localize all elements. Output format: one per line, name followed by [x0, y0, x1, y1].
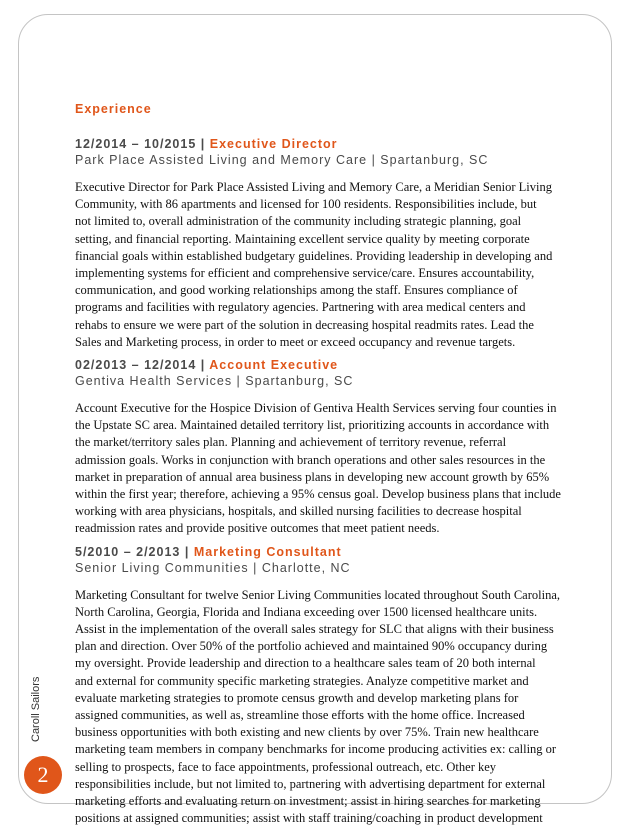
- resume-content: [75, 102, 565, 834]
- job-dates: 02/2013 – 12/2014: [75, 358, 197, 373]
- author-name-vertical: Caroll Sailors: [30, 676, 42, 742]
- description-line: market in preparation of annual area business plans in developing new account growth by 65%: [75, 469, 550, 484]
- description-line: business opportunities with both existing and new clients by over 75%. Train new healthcare: [75, 725, 539, 740]
- description-line: admission goals. Works in conjunction with branch operations and other sales resources in the: [75, 452, 546, 467]
- description-line: rehabs to ensure we were part of the solution in decreasing hospital readmits rates. Lead the: [75, 317, 534, 332]
- job-title-line: [75, 544, 565, 560]
- job-description: [75, 179, 565, 351]
- description-line: Executive Director for Park Place Assisted Living and Memory Care, a Meridian Senior Living: [75, 180, 552, 194]
- description-line: and external for community specific marketing strategies. Analyze competitive market and: [75, 673, 529, 688]
- description-line: the market/territory sales plan. Planning and achievement of territory revenue, referral: [75, 435, 507, 450]
- description-line: my oversight. Provide leadership and direction to a healthcare sales team of 20 both internal: [75, 656, 536, 671]
- title-separator: |: [200, 137, 206, 151]
- job-title-line: [75, 136, 565, 152]
- job-role: Marketing Consultant: [193, 544, 342, 559]
- section-heading-experience: Experience: [75, 102, 152, 116]
- description-line: not limited to, overall administration of the community including strategic planning, goal: [75, 214, 522, 229]
- job-role: Executive Director: [209, 137, 338, 151]
- description-line: assigned communities, as well as, streamline those efforts with the home office. Increased: [75, 708, 525, 723]
- description-line: Community, with 86 apartments and licensed for 100 residents. Responsibilities include, but: [75, 197, 537, 212]
- description-line: marketing efforts and evaluating return on investment; assist in hiring searches for marketing: [75, 794, 541, 809]
- job-entry-3: [75, 544, 565, 828]
- page-number-badge: 2: [24, 756, 62, 794]
- description-line: the Upstate SC area. Maintained detailed territory list, prioritizing accounts in accordance with: [75, 418, 550, 433]
- job-dates: 5/2010 – 2/2013: [75, 544, 181, 559]
- description-line: plan and direction. Over 50% of the portfolio achieved and maintained 90% occupancy during: [75, 639, 548, 654]
- title-separator: |: [184, 544, 190, 559]
- description-line: positions at assigned communities; assist with staff training/coaching in product development: [75, 811, 543, 826]
- job-description: [75, 587, 565, 828]
- job-organization: Gentiva Health Services | Spartanburg, SC: [75, 374, 354, 389]
- job-description: [75, 400, 565, 538]
- description-line: implementing systems for efficient and comprehensive service/care. Ensures accountability,: [75, 266, 535, 281]
- description-line: readmission rates and provide positive outcomes that meet patient needs.: [75, 521, 440, 536]
- description-line: evaluate marketing strategies to promote census growth and develop marketing plans for: [75, 690, 519, 705]
- description-line: Sales and Marketing process, in order to meet or exceed occupancy and revenue targets.: [75, 334, 516, 349]
- description-line: Marketing Consultant for twelve Senior Living Communities located throughout South Carolina,: [75, 587, 561, 602]
- job-entry-2: [75, 357, 565, 538]
- job-dates: 12/2014 – 10/2015: [75, 137, 197, 151]
- description-line: setting, and financial reporting. Maintaining excellent service quality by meeting corporate: [75, 231, 530, 246]
- description-line: selling to prospects, face to face appointments, professional outreach, etc. Other key: [75, 759, 497, 774]
- description-line: North Carolina, Georgia, Florida and Indiana exceeding over 1500 licensed healthcare units.: [75, 604, 538, 619]
- job-organization: Senior Living Communities | Charlotte, NC: [75, 560, 351, 575]
- description-line: Assist in the implementation of the overall sales strategy for SLC that aligns with their business: [75, 622, 554, 637]
- job-role: Account Executive: [209, 358, 339, 373]
- description-line: within the first year; therefore, achieving a 95% census goal. Develop business plans that include: [75, 487, 561, 502]
- description-line: Account Executive for the Hospice Division of Gentiva Health Services serving four counties in: [75, 401, 557, 416]
- description-line: programs and facilities with regulatory agencies. Partnering with area medical centers and: [75, 300, 526, 315]
- description-line: financial goals within established budgetary guidelines. Providing leadership in developing and: [75, 248, 553, 263]
- description-line: communication, and good working relationships among the staff. Ensures compliance of: [75, 283, 518, 298]
- description-line: responsibilities include, but not limited to, partnering with advertising department for external: [75, 776, 546, 791]
- description-line: marketing team members in company benchmarks for income producing activities ex: calling or: [75, 742, 557, 757]
- description-line: working with area physicians, hospitals, and skilled nursing facilities to decrease hospital: [75, 504, 522, 519]
- title-separator: |: [200, 358, 206, 373]
- job-entry-1: [75, 136, 565, 351]
- job-organization: Park Place Assisted Living and Memory Care | Spartanburg, SC: [75, 153, 489, 167]
- job-title-line: [75, 357, 565, 373]
